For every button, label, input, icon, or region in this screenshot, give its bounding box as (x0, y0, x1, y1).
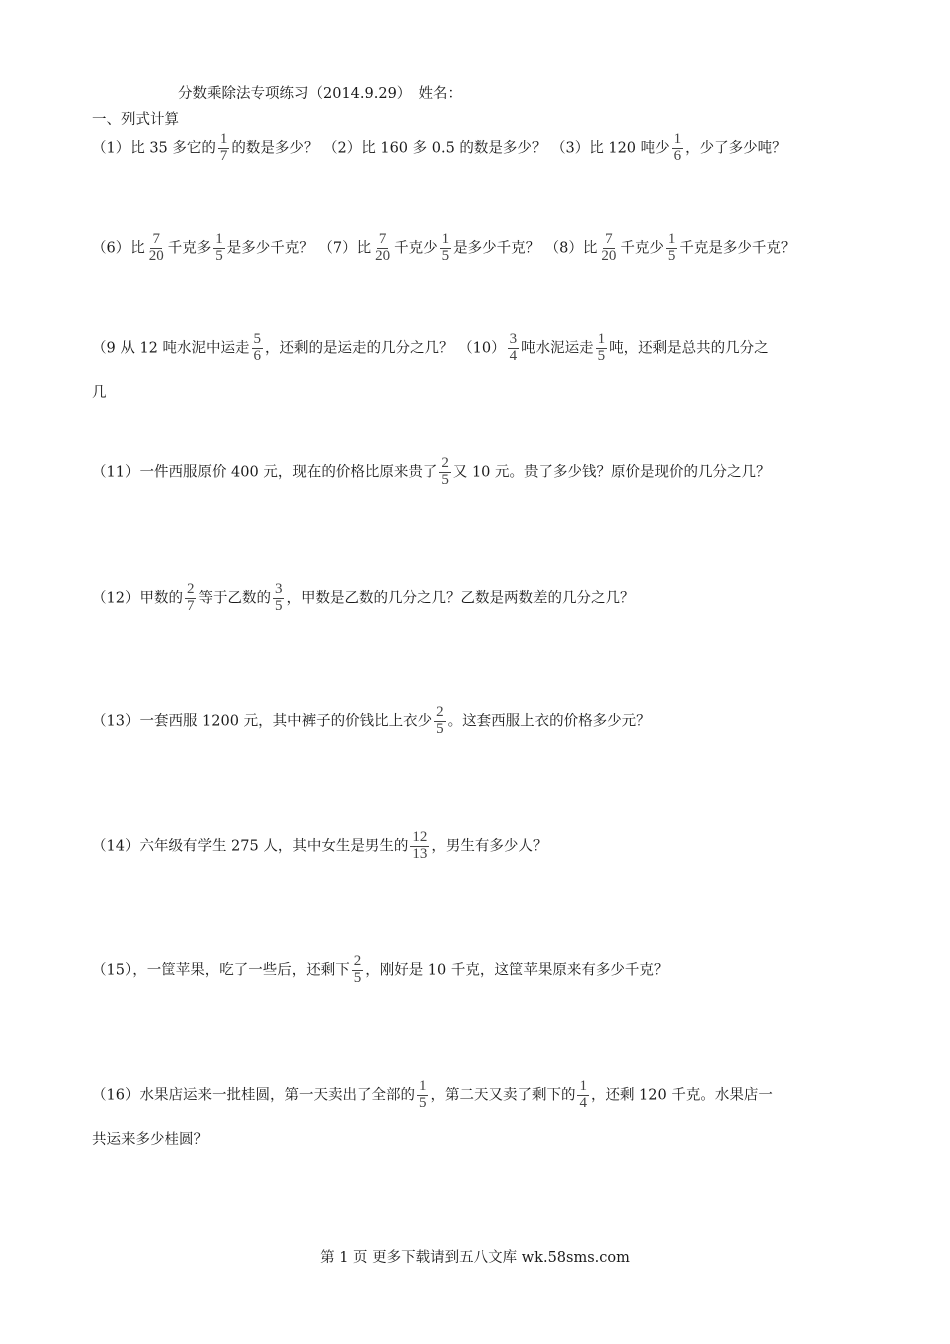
fraction: $\frac{1}{5}$ (215, 231, 223, 264)
fraction: $\frac{1}{7}$ (219, 131, 228, 164)
fraction: $\frac{7}{20}$ (148, 231, 164, 264)
fraction: $\frac{1}{5}$ (418, 1078, 427, 1111)
question-6-8: （6）比 $\frac{7}{20}$ 千克多 $\frac{1}{5}$ 是多少千克？ （7）比 $\frac{7}{20}$ 千克少 $\frac{1}{5}$ 是多少千克？ （8）比 $\frac{7}{20}$ 千克少 $\frac{1}{5}$ 千克是多少千克？ (92, 231, 796, 264)
question-12: （12）甲数的 $\frac{2}{7}$ 等于乙数的 $\frac{3}{5}$ ，甲数是乙数的几分之几？乙数是两数差的几分之几？ (92, 581, 635, 614)
page-footer: 第 1 页 更多下载请到五八文库 wk.58sms.com (320, 1250, 630, 1266)
question-11: （11）一件西服原价 400 元，现在的价格比原来贵了 $\frac{2}{5}$ 又 10 元。贵了多少钱？原价是现价的几分之几？ (92, 455, 771, 488)
question-14: （14）六年级有学生 275 人，其中女生是男生的 $\frac{12}{13}$ ，男生有多少人？ (92, 829, 548, 862)
fraction: $\frac{7}{20}$ (601, 231, 617, 264)
section-heading: 一、列式计算 (92, 112, 179, 128)
fraction: $\frac{2}{5}$ (353, 953, 362, 986)
fraction: $\frac{1}{5}$ (597, 331, 606, 364)
question-13: （13）一套西服 1200 元，其中裤子的价钱比上衣少 $\frac{2}{5}$ 。这套西服上衣的价格多少元？ (92, 704, 651, 737)
question-9-10-continued: 几 (92, 385, 107, 401)
fraction: $\frac{1}{4}$ (579, 1078, 587, 1111)
question-9-10: （9 从 12 吨水泥中运走 $\frac{5}{6}$ ，还剩的是运走的几分之几？ （10） $\frac{3}{4}$ 吨水泥运走 $\frac{1}{5}$ 吨，还剩是总共的几分之 (92, 331, 769, 364)
fraction: $\frac{1}{5}$ (667, 231, 676, 264)
fraction: $\frac{2}{5}$ (436, 704, 444, 737)
fraction: $\frac{7}{20}$ (375, 231, 391, 264)
fraction: $\frac{2}{7}$ (186, 581, 195, 614)
fraction: $\frac{5}{6}$ (253, 331, 262, 364)
fraction: $\frac{12}{13}$ (412, 829, 428, 862)
fraction: $\frac{2}{5}$ (441, 455, 449, 488)
fraction: $\frac{1}{5}$ (441, 231, 450, 264)
question-1-3: （1）比 35 多它的 $\frac{1}{7}$ 的数是多少？ （2）比 160 多 0.5 的数是多少？ （3）比 120 吨少 $\frac{1}{6}$ ，少了多少吨？ (92, 131, 787, 164)
question-16-continued: 共运来多少桂圆？ (92, 1132, 208, 1148)
question-16: （16）水果店运来一批桂圆，第一天卖出了全部的 $\frac{1}{5}$ ，第二天又卖了剩下的 $\frac{1}{4}$ ，还剩 120 千克。水果店一 (92, 1078, 773, 1111)
fraction: $\frac{3}{5}$ (274, 581, 283, 614)
fraction: $\frac{1}{6}$ (673, 131, 682, 164)
page-title: 分数乘除法专项练习（2014.9.29） 姓名： (178, 86, 463, 102)
fraction: $\frac{3}{4}$ (509, 331, 518, 364)
question-15: （15），一筐苹果，吃了一些后，还剩下 $\frac{2}{5}$ ，刚好是 10 千克，这筐苹果原来有多少千克？ (92, 953, 669, 986)
